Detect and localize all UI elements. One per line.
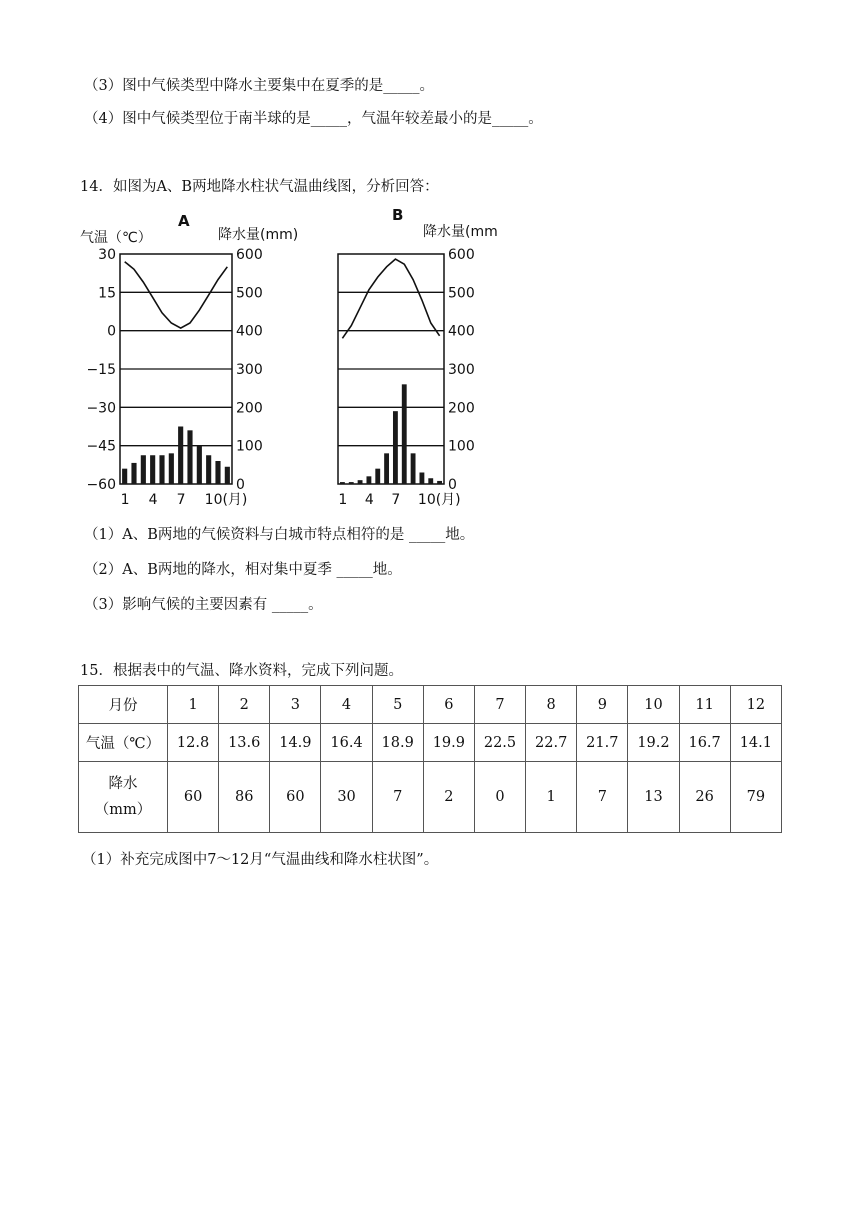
table-cell (79, 762, 168, 833)
precipitation-bar (215, 461, 220, 484)
precipitation-bar (187, 430, 192, 484)
x-tick-label: 4 (364, 492, 374, 508)
table-cell: 3 (270, 686, 321, 724)
precipitation-bar (206, 455, 211, 484)
table-cell: 9 (577, 686, 628, 724)
chart-a-left-axis-label: 气温（℃） (80, 230, 152, 246)
right-tick-label: 500 (236, 285, 263, 302)
chart-a-title: A (178, 212, 190, 230)
table-cell: 13 (628, 762, 679, 833)
table-cell: 7 (474, 686, 525, 724)
precip-label-line-1: 降水 (108, 776, 138, 792)
table-cell: 8 (526, 686, 577, 724)
precipitation-bar (428, 478, 433, 484)
table-cell: 1 (168, 686, 219, 724)
table-cell: 12.8 (168, 724, 219, 762)
climate-chart-b (330, 206, 530, 514)
left-tick-label: −60 (86, 477, 116, 493)
table-row-temperature (79, 724, 782, 762)
right-tick-label: 300 (448, 362, 475, 378)
table-cell: 16.4 (321, 724, 372, 762)
right-tick-label: 200 (448, 400, 475, 417)
table-cell: 7 (372, 762, 423, 833)
right-tick-label: 600 (448, 247, 475, 263)
question-14-1: （1）A、B两地的气候资料与白城市特点相符的是 _____地。 (84, 527, 475, 543)
precipitation-bar (349, 482, 354, 484)
table-cell: 26 (679, 762, 730, 833)
right-tick-label: 600 (236, 247, 263, 263)
chart-b-right-axis-label: 降水量(mm (423, 224, 498, 240)
climate-chart-a (78, 206, 299, 514)
chart-b-temperature-line (342, 259, 439, 338)
table-cell: 12 (730, 686, 781, 724)
table-cell: 0 (474, 762, 525, 833)
left-tick-label: −30 (86, 400, 116, 417)
table-cell: 2 (219, 686, 270, 724)
table-cell: 月份 (79, 686, 168, 724)
precipitation-bar (122, 469, 127, 484)
precipitation-bar (384, 453, 389, 484)
left-tick-label: 30 (98, 247, 116, 263)
table-cell: 19.9 (423, 724, 474, 762)
left-tick-label: 0 (107, 323, 116, 340)
question-13-3: （3）图中气候类型中降水主要集中在夏季的是_____。 (84, 78, 434, 94)
precipitation-bar (340, 482, 345, 484)
table-row-precipitation (79, 762, 782, 833)
precipitation-bar (150, 455, 155, 484)
table-cell: 11 (679, 686, 730, 724)
question-14-2: （2）A、B两地的降水，相对集中夏季 _____地。 (84, 562, 402, 578)
precipitation-bar (131, 463, 136, 484)
precipitation-bar (419, 473, 424, 485)
right-tick-label: 100 (448, 438, 475, 455)
table-cell: 6 (423, 686, 474, 724)
table-cell: 10 (628, 686, 679, 724)
question-14-title: 14．如图为A、B两地降水柱状气温曲线图，分析回答： (80, 179, 439, 195)
x-tick-label: 10(月) (204, 492, 248, 508)
table-cell: 1 (526, 762, 577, 833)
right-tick-label: 300 (236, 362, 263, 378)
right-tick-label: 200 (236, 400, 263, 417)
precipitation-bar (159, 455, 164, 484)
left-tick-label: 15 (98, 285, 116, 302)
right-tick-label: 0 (236, 477, 245, 493)
question-15-1: （1）补充完成图中7～12月“气温曲线和降水柱状图”。 (82, 852, 439, 868)
right-tick-label: 0 (448, 477, 457, 493)
precipitation-bar (358, 480, 363, 484)
x-tick-label: 10(月) (417, 492, 461, 508)
table-cell: 气温（℃） (79, 724, 168, 762)
table-row-months (79, 686, 782, 724)
x-tick-label: 1 (120, 492, 130, 508)
precip-label-line-2: （mm） (94, 802, 152, 818)
table-cell: 60 (168, 762, 219, 833)
precipitation-bar (437, 481, 442, 484)
x-tick-label: 7 (176, 492, 186, 508)
climate-data-table (78, 685, 782, 833)
question-14-3: （3）影响气候的主要因素有 _____。 (84, 597, 323, 613)
question-15-title: 15．根据表中的气温、降水资料，完成下列问题。 (80, 663, 403, 679)
precipitation-bar (366, 476, 371, 484)
precipitation-bar (225, 467, 230, 484)
table-cell: 14.9 (270, 724, 321, 762)
right-tick-label: 100 (236, 438, 263, 455)
x-tick-label: 4 (148, 492, 158, 508)
precipitation-bar (178, 427, 183, 485)
x-tick-label: 7 (391, 492, 401, 508)
precipitation-bar (197, 446, 202, 484)
table-cell: 22.5 (474, 724, 525, 762)
chart-a-right-axis-label: 降水量(mm) (218, 227, 299, 243)
question-13-4: （4）图中气候类型位于南半球的是_____，气温年较差最小的是_____。 (84, 111, 543, 127)
table-cell: 5 (372, 686, 423, 724)
table-cell: 14.1 (730, 724, 781, 762)
table-cell: 60 (270, 762, 321, 833)
precipitation-bar (411, 453, 416, 484)
precipitation-bar (402, 384, 407, 484)
precipitation-bar (375, 469, 380, 484)
table-cell: 13.6 (219, 724, 270, 762)
right-tick-label: 500 (448, 285, 475, 302)
precipitation-bar (141, 455, 146, 484)
table-cell: 18.9 (372, 724, 423, 762)
table-cell: 22.7 (526, 724, 577, 762)
left-tick-label: −45 (86, 438, 116, 455)
chart-a-temperature-line (125, 262, 228, 328)
precipitation-bar (169, 453, 174, 484)
right-tick-label: 400 (448, 323, 475, 340)
chart-b-title: B (392, 206, 404, 224)
table-cell: 21.7 (577, 724, 628, 762)
table-cell: 7 (577, 762, 628, 833)
right-tick-label: 400 (236, 323, 263, 340)
precipitation-bar (393, 411, 398, 484)
x-tick-label: 1 (338, 492, 348, 508)
table-cell: 19.2 (628, 724, 679, 762)
table-cell: 30 (321, 762, 372, 833)
table-cell: 86 (219, 762, 270, 833)
table-cell: 2 (423, 762, 474, 833)
table-cell: 4 (321, 686, 372, 724)
left-tick-label: −15 (86, 362, 116, 378)
table-cell: 79 (730, 762, 781, 833)
table-cell: 16.7 (679, 724, 730, 762)
